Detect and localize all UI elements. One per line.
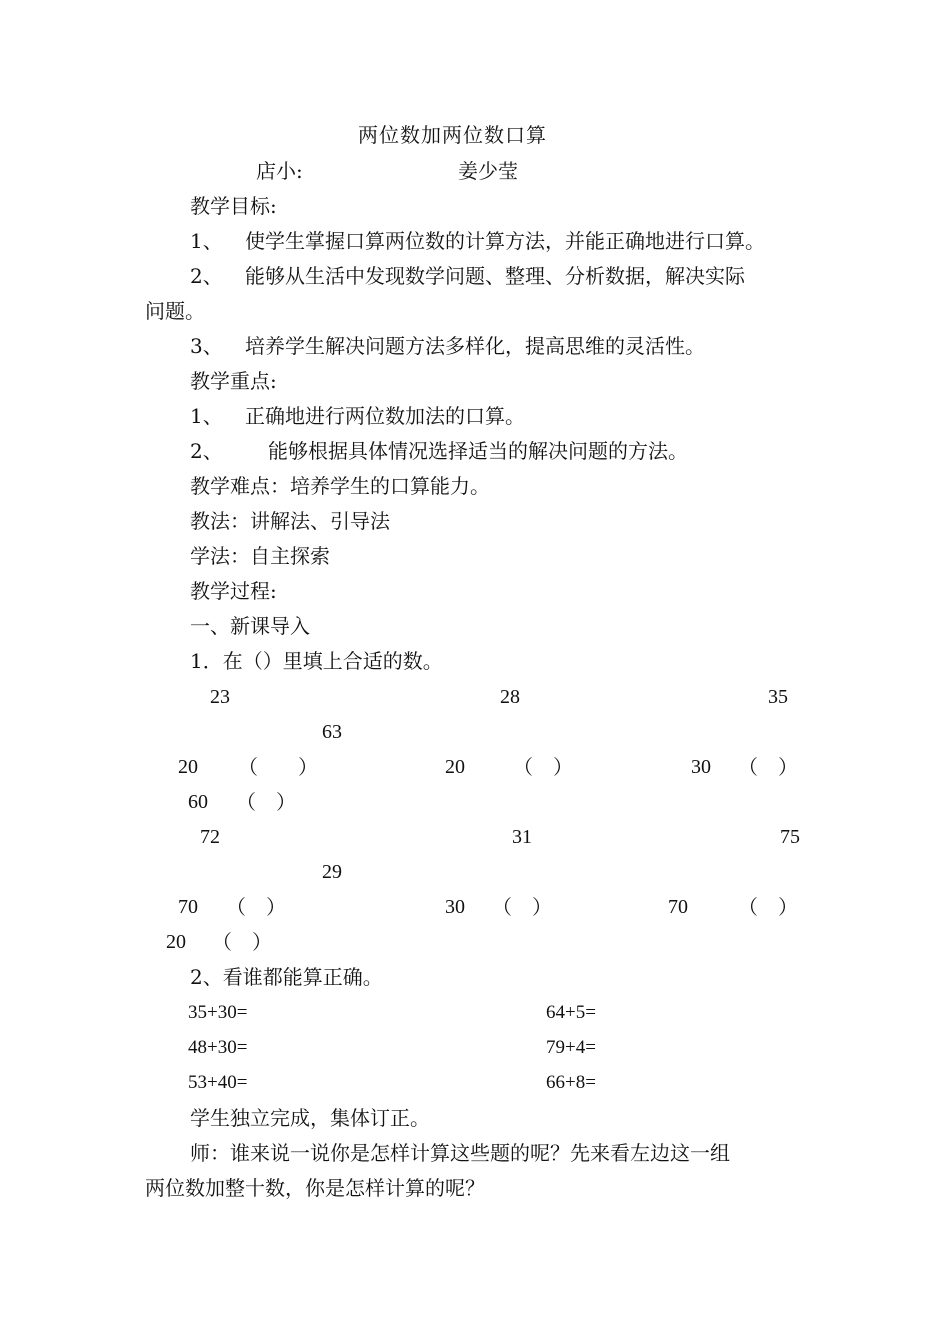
keypoint-1-num: 1、: [190, 404, 223, 428]
answer-blank: （ ）: [738, 895, 798, 919]
number-top: 28: [500, 686, 520, 708]
answer-blank: （ ）: [492, 895, 552, 919]
lesson-title: 两位数加两位数口算: [358, 123, 547, 147]
keypoint-2-num: 2、: [190, 439, 223, 463]
keypoint-2-text: 能够根据具体情况选择适当的解决问题的方法。: [268, 439, 688, 463]
number-top: 31: [512, 826, 532, 848]
objective-1-num: 1、: [190, 229, 223, 253]
answer-blank: （ ）: [513, 755, 573, 779]
student-note: 学生独立完成，集体订正。: [190, 1106, 430, 1130]
equation: 48+30=: [188, 1037, 248, 1058]
keypoints-heading: 教学重点:: [190, 369, 277, 393]
teacher-dialogue-line-2: 两位数加整十数，你是怎样计算的呢？: [145, 1176, 485, 1200]
number-top: 72: [200, 826, 220, 848]
objectives-heading: 教学目标:: [190, 194, 277, 218]
number-top: 75: [780, 826, 800, 848]
number-top: 23: [210, 686, 230, 708]
teaching-method: 教法：讲解法、引导法: [190, 509, 390, 533]
answer-blank: （ ）: [238, 755, 318, 779]
difficulty-line: 教学难点：培养学生的口算能力。: [190, 474, 490, 498]
number-top: 29: [322, 861, 342, 883]
answer-blank: （ ）: [236, 790, 296, 814]
equation: 64+5=: [546, 1002, 596, 1023]
teacher-name: 姜少莹: [458, 159, 518, 183]
objective-2-text: 能够从生活中发现数学问题、整理、分析数据，解决实际: [245, 264, 745, 288]
number-top: 35: [768, 686, 788, 708]
process-heading: 教学过程:: [190, 579, 277, 603]
equation: 35+30=: [188, 1002, 248, 1023]
task-2-instruction: 2、看谁都能算正确。: [190, 965, 383, 989]
number-part: 60: [188, 791, 208, 813]
number-part: 20: [445, 756, 465, 778]
teacher-dialogue-line-1: 师：谁来说一说你是怎样计算这些题的呢？先来看左边这一组: [190, 1141, 730, 1165]
equation: 66+8=: [546, 1072, 596, 1093]
school-label: 店小:: [256, 159, 303, 183]
number-part: 70: [178, 896, 198, 918]
objective-2-num: 2、: [190, 264, 223, 288]
objective-3-num: 3、: [190, 334, 223, 358]
answer-blank: （ ）: [738, 755, 798, 779]
equation: 53+40=: [188, 1072, 248, 1093]
number-top: 63: [322, 721, 342, 743]
answer-blank: （ ）: [226, 895, 286, 919]
learning-method: 学法：自主探索: [190, 544, 330, 568]
section-heading: 一、新课导入: [190, 614, 310, 638]
number-part: 30: [445, 896, 465, 918]
keypoint-1-text: 正确地进行两位数加法的口算。: [245, 404, 525, 428]
equation: 79+4=: [546, 1037, 596, 1058]
objective-1-text: 使学生掌握口算两位数的计算方法，并能正确地进行口算。: [245, 229, 765, 253]
number-part: 30: [691, 756, 711, 778]
number-part: 20: [178, 756, 198, 778]
answer-blank: （ ）: [212, 930, 272, 954]
objective-2-continuation: 问题。: [145, 299, 205, 323]
objective-3-text: 培养学生解决问题方法多样化，提高思维的灵活性。: [245, 334, 705, 358]
number-part: 70: [668, 896, 688, 918]
task-1-instruction: 1．在（）里填上合适的数。: [190, 649, 443, 673]
number-part: 20: [166, 931, 186, 953]
